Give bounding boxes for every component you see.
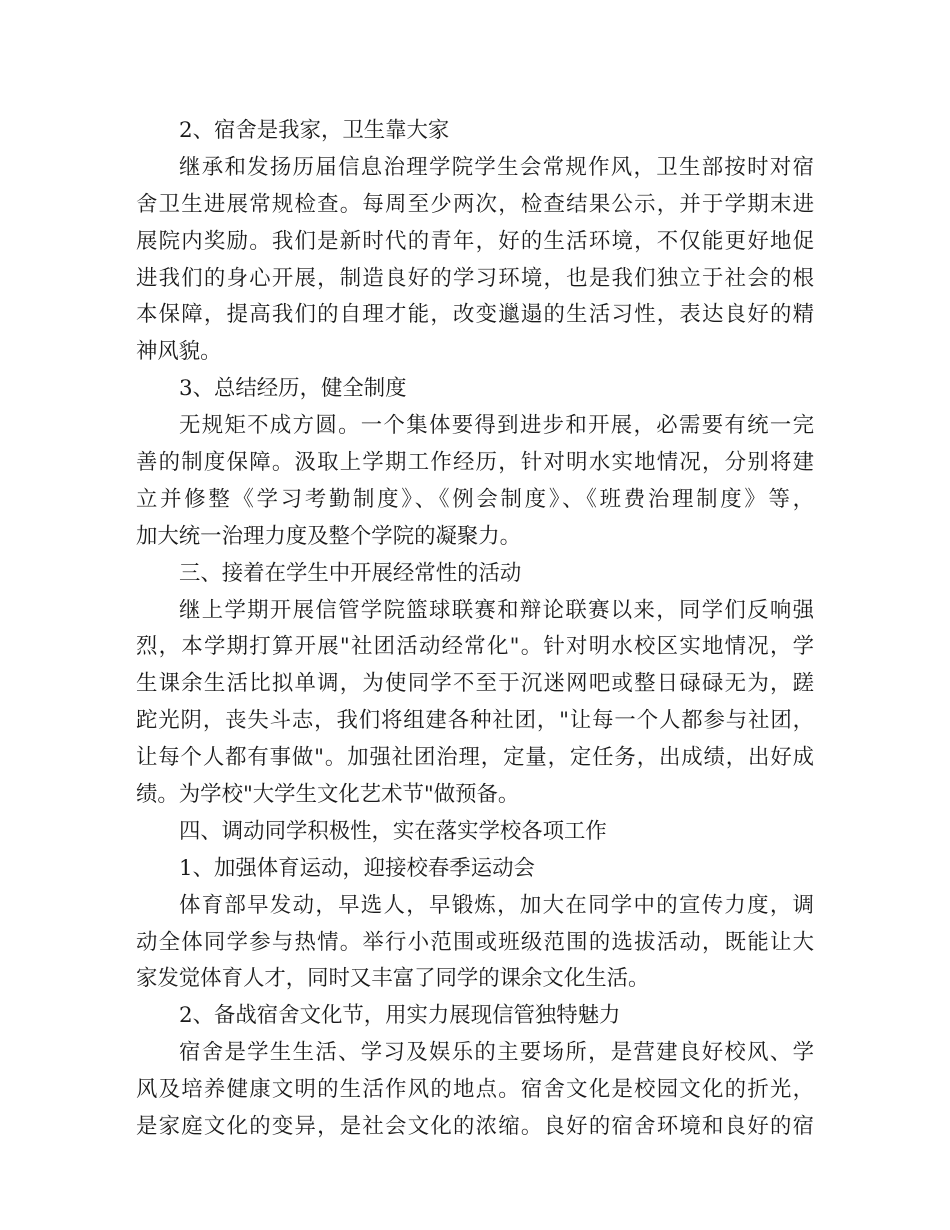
text-line: 三、接着在学生中开展经常性的活动 [179, 560, 522, 586]
text-line: 展院内奖励。我们是新时代的青年，好的生活环境，不仅能更好地促 [136, 228, 814, 254]
text-line: 绩。为学校"大学生文化艺术节"做预备。 [136, 782, 520, 808]
text-line: 继承和发扬历届信息治理学院学生会常规作风，卫生部按时对宿 [179, 154, 814, 180]
text-line: 宿舍是学生生活、学习及娱乐的主要场所，是营建良好校风、学 [179, 1040, 814, 1066]
text-line: 生课余生活比拟单调，为使同学不至于沉迷网吧或整日碌碌无为，蹉 [136, 671, 814, 697]
document-page [136, 113, 814, 1146]
text-line: 动全体同学参与热情。举行小范围或班级范围的选拔活动，既能让大 [136, 929, 814, 955]
text-line: 3、总结经历，健全制度 [179, 376, 407, 402]
text-line: 风及培养健康文明的生活作风的地点。宿舍文化是校园文化的折光， [136, 1077, 814, 1103]
text-line: 本保障，提高我们的自理才能，改变邋遢的生活习性，表达良好的精 [136, 302, 814, 328]
text-line: 让每个人都有事做"。加强社团治理，定量，定任务，出成绩，出好成 [136, 745, 814, 771]
text-line: 是家庭文化的变异，是社会文化的浓缩。良好的宿舍环境和良好的宿 [136, 1114, 814, 1140]
text-line: 2、备战宿舍文化节，用实力展现信管独特魅力 [179, 1003, 621, 1029]
text-line: 加大统一治理力度及整个学院的凝聚力。 [136, 523, 522, 549]
text-line: 四、调动同学积极性，实在落实学校各项工作 [179, 818, 607, 844]
text-line: 体育部早发动，早选人，早锻炼，加大在同学中的宣传力度，调 [179, 892, 814, 918]
text-line: 2、宿舍是我家，卫生靠大家 [179, 118, 450, 143]
text-line: 神风貌。 [136, 339, 222, 365]
text-line: 1、加强体育运动，迎接校春季运动会 [179, 855, 535, 881]
text-line: 家发觉体育人才，同时又丰富了同学的课余文化生活。 [136, 966, 650, 992]
text-line: 进我们的身心开展，制造良好的学习环境，也是我们独立于社会的根 [136, 265, 814, 291]
text-line: 舍卫生进展常规检查。每周至少两次，检查结果公示，并于学期末进 [136, 191, 814, 217]
text-line: 善的制度保障。汲取上学期工作经历，针对明水实地情况，分别将建 [136, 450, 814, 476]
text-line: 无规矩不成方圆。一个集体要得到进步和开展，必需要有统一完 [179, 413, 814, 439]
text-line: 跎光阴，丧失斗志，我们将组建各种社团，"让每一个人都参与社团， [136, 708, 814, 734]
text-line: 立并修整《学习考勤制度》、《例会制度》、《班费治理制度》等， [136, 486, 814, 512]
text-line: 继上学期开展信管学院篮球联赛和辩论联赛以来，同学们反响强 [179, 597, 814, 623]
text-line: 烈，本学期打算开展"社团活动经常化"。针对明水校区实地情况，学 [136, 634, 814, 660]
